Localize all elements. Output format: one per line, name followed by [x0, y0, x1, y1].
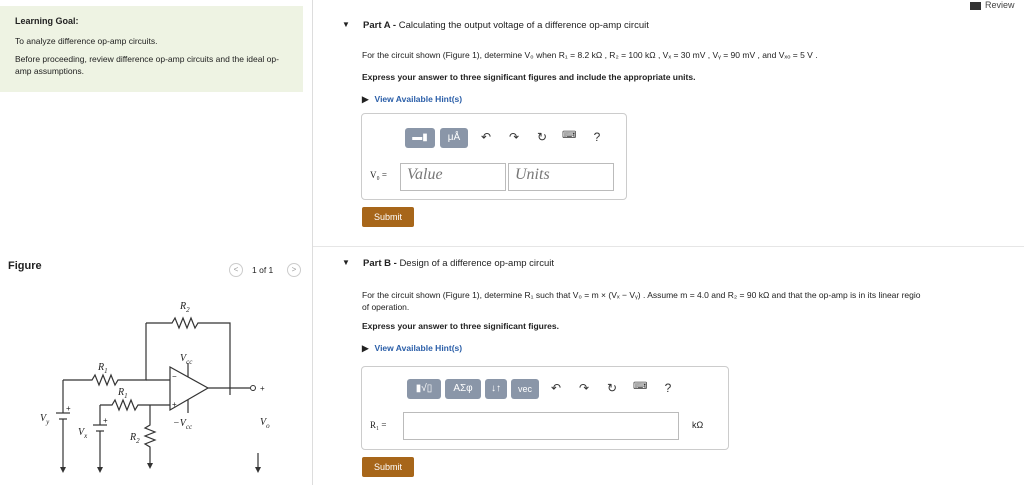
output-plus-sign: + — [260, 384, 265, 393]
opamp-plus-sign: + — [172, 400, 177, 409]
keyboard-icon[interactable]: ⌨ — [562, 130, 577, 141]
redo-icon[interactable]: ↷ — [578, 381, 590, 395]
greek-symbols-button[interactable]: ΑΣφ — [445, 379, 481, 399]
redo-icon[interactable]: ↷ — [508, 130, 520, 144]
vy-plus-sign: + — [66, 404, 71, 413]
part-a-submit-button[interactable]: Submit — [362, 207, 414, 227]
sqrt-template-button[interactable]: ▮√▯ — [407, 379, 441, 399]
part-b-title: Part B - Design of a difference op-amp circuit — [363, 258, 554, 269]
figure-label: Figure — [8, 260, 42, 272]
part-b-statement: For the circuit shown (Figure 1), determine R₁ such that V₀ = m × (Vₓ − Vᵧ) . Assume m = 4.0 and R₂ = 90 kΩ and that the op-amp is in its linear regio — [362, 290, 921, 300]
value-input[interactable]: Value — [400, 163, 506, 191]
label-r1-top: $R_1$ — [98, 362, 108, 375]
learning-goal-review-text: Before proceeding, review difference op-amp circuits and the ideal op-amp assumptions. — [15, 54, 279, 76]
learning-goal-title: Learning Goal: — [15, 16, 79, 26]
label-r1-bottom: $R_1$ — [118, 387, 128, 400]
part-b-hint-link[interactable]: ▶ View Available Hint(s) — [362, 343, 463, 353]
label-vx: $V_x$ — [78, 427, 88, 440]
review-link[interactable] — [970, 0, 1015, 10]
template-tool-button[interactable]: ▬▮ — [405, 128, 435, 148]
caret-right-icon: ▶ — [362, 94, 369, 104]
reset-icon[interactable]: ↻ — [606, 381, 618, 395]
vx-plus-sign: + — [103, 416, 108, 425]
part-a-hint-link[interactable]: ▶ View Available Hint(s) — [362, 94, 463, 104]
label-vo: $V_o$ — [260, 417, 270, 430]
collapse-part-a-icon[interactable]: ▼ — [342, 20, 350, 29]
help-icon[interactable]: ? — [664, 381, 672, 395]
opamp-minus-sign: − — [172, 372, 177, 381]
part-a-variable-label: V₀ = — [370, 170, 387, 180]
label-r2-ground: $R_2$ — [130, 432, 140, 445]
part-b-variable-label: R₁ = — [370, 420, 387, 430]
review-label: Review — [985, 0, 1015, 10]
figure-next-button[interactable]: > — [287, 263, 301, 277]
part-b-statement-cont: of operation. — [362, 302, 410, 312]
undo-icon[interactable]: ↶ — [480, 130, 492, 144]
part-b-submit-button[interactable]: Submit — [362, 457, 414, 477]
part-a-answer-box — [361, 113, 627, 200]
learning-goal-text: To analyze difference op-amp circuits. — [15, 36, 158, 46]
label-r2: $R_2$ — [180, 301, 190, 314]
label-neg-vcc: $-V_{cc}$ — [173, 418, 193, 431]
part-a-statement: For the circuit shown (Figure 1), determine V₀ when R₁ = 8.2 kΩ , R₂ = 100 kΩ , Vₓ = 30 mV , Vᵧ = 90 mV , and Vₓₒ = 5 V . — [362, 50, 818, 60]
units-tool-button[interactable]: μÅ — [440, 128, 468, 148]
caret-right-icon: ▶ — [362, 343, 369, 353]
figure-prev-button[interactable]: < — [229, 263, 243, 277]
vector-button[interactable]: vec — [511, 379, 539, 399]
op-amp-circuit-diagram — [30, 295, 290, 480]
book-icon — [970, 2, 981, 10]
part-separator — [313, 246, 1024, 247]
part-a-instruction: Express your answer to three significant figures and include the appropriate units. — [362, 72, 696, 82]
figure-pager: 1 of 1 — [252, 265, 274, 275]
reset-icon[interactable]: ↻ — [536, 130, 548, 144]
label-vy: $V_y$ — [40, 413, 50, 426]
part-b-unit-label: kΩ — [692, 420, 704, 430]
collapse-part-b-icon[interactable]: ▼ — [342, 258, 350, 267]
pane-divider — [312, 0, 313, 485]
undo-icon[interactable]: ↶ — [550, 381, 562, 395]
r1-answer-input[interactable] — [403, 412, 679, 440]
part-a-title: Part A - Calculating the output voltage of a difference op-amp circuit — [363, 20, 649, 31]
units-input[interactable]: Units — [508, 163, 614, 191]
label-vcc: $V_{cc}$ — [180, 353, 193, 366]
part-b-instruction: Express your answer to three significant figures. — [362, 321, 559, 331]
help-icon[interactable]: ? — [593, 130, 601, 144]
sort-arrows-button[interactable]: ↓↑ — [485, 379, 507, 399]
keyboard-icon[interactable]: ⌨ — [633, 381, 648, 392]
